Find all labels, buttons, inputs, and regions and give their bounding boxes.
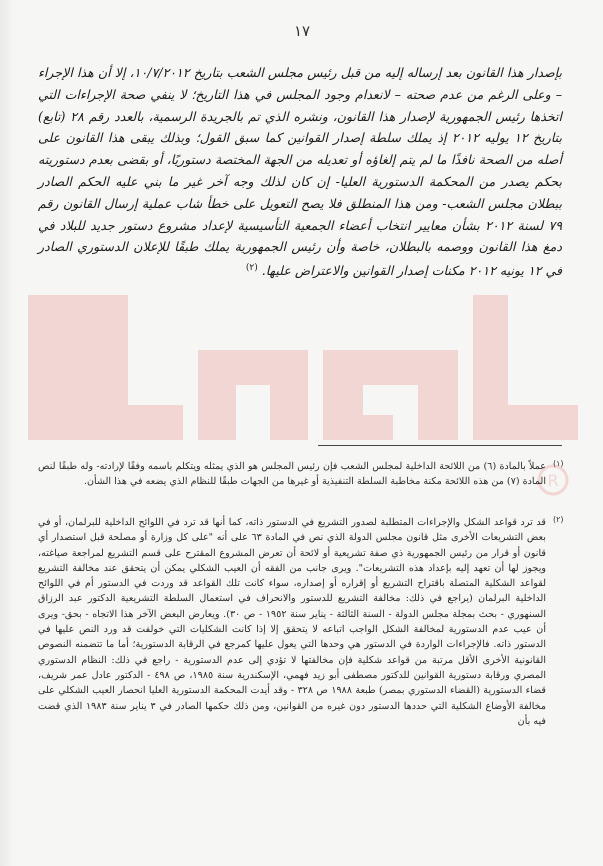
main-paragraph [38,62,562,282]
footnote-separator [318,445,562,446]
footnote-1: عملاً بالمادة (٦) من اللائحة الداخلية لمجلس الشعب فإن رئيس المجلس هو الذي يمثله ويتكلم باسمه وفقًا لإرادته- وله طبقًا لنص المادة (٧) من هذه اللائحة مكنة مخاطبة السلطة التنفيذية أو غيرها من الجهات طبقًا للنظام الذي يضعه في هذا الشأن. [38,461,547,488]
footnote-1-marker: (١) [553,459,564,468]
footnote-2: قد ترد قواعد الشكل والإجراءات المتطلبة لصدور التشريع في الدستور ذاته، كما أنها قد ترد في اللوائح الداخلية للبرلمان، أو في بعض التشريعات الأخرى مثل قانون مجلس الدولة الذي نص في المادة ٦٣ على أنه "على كل وزارة أو مصلحة قبل استصدار أي قانون أو قرار من رئيس الجمهورية ذي صفة تشريعية أو لائحة أن تعرض المشروع المقترح على قسم التشريع لمراجعة صياغته، ويجوز لها أن تعهد إليه بإعداد هذه التشريعات". ويرى جانب من الفقه أن العيب الشكلي يمكن أن يتحقق عند مخالفة التشريع لقواعد الشكلية المتصلة باقتراح التشريع أو إقراره أو إصداره، سواء كانت تلك القواعد قد وردت في الدستور أم في اللوائح الداخلية البرلمان (يراجع في ذلك: مخالفة التشريع للدستور والانحراف في استعمال السلطة التشريعية الدكتور عبد الرزاق السنهوري - بحث بمجلة مجلس الدولة - السنة الثالثة - يناير سنة ١٩٥٢ - ص ٣٠). ويعارض البعض الآخر هذا الاتجاه - بحق- ويرى أن عيب عدم الدستورية لمخالفة الشكل الواجب اتباعه لا يتحقق إلا إذا كانت الشكليات التي خولفت قد ورد النص عليها في الدستور ذاته. فالإجراءات الواردة في الدستور هي وحدها التي يعول عليها كمرجع في الرقابة الدستورية؛ أما ما تتضمنه النصوص القانونية الأخرى الأقل مرتبة من قواعد شكلية فإن مخالفتها لا تؤدي إلى عدم الدستورية - راجع في ذلك: النظام الدستوري المصري ورقابة دستورية القوانين للدكتور مصطفى أبو زيد فهمي، الإسكندرية سنة ١٩٨٥، ص ٤٩٨ - الدكتور عادل عمر شريف، قضاء الدستورية (القضاء الدستوري بمصر) طبعة ١٩٨٨ ص ٣٢٨ - وقد أيدت المحكمة الدستورية العليا انحصار العيب الشكلي على مخالفة الأوضاع الشكلية التي حددها الدستور دون غيره من القوانين، ومن ذلك حكمها الصادر في ٣ يناير سنة ١٩٨٣ الذي قضت فيه بأن [38,517,546,727]
page-number: ١٧ [293,22,311,40]
footnote-reference-2: (٢) [245,263,258,274]
svg-text:R: R [547,471,559,490]
footnote-2-marker: (٢) [553,515,564,524]
main-paragraph-text: بإصدار هذا القانون بعد إرساله إليه من قبل رئيس مجلس الشعب بتاريخ ١٠/٧/٢٠١٢، إلا أن هذا الإجراء – وعلى الرغم من عدم صحته – لانعدام وجود المجلس في هذا التاريخ؛ لا ينفي صحة الإجراءات التي اتخذها رئيس الجمهورية لإصدار هذا القانون، ونشره الذي تم بالجريدة الرسمية، بالعدد رقم ٢٨ (تابع) بتاريخ ١٢ يوليه ٢٠١٢ إذ يملك سلطة إصدار القوانين كما سبق القول؛ وبذلك يبقى هذا القانون على أصله من الصحة نافذًا ما لم يتم إلغاؤه أو تعديله من الجهة المختصة دستوريًا، أو بقضى بعدم دستوريته بحكم يصدر من المحكمة الدستورية العليا- إن كان لذلك وجه آخر غير ما بني عليه الحكم الصادر ببطلان مجلس الشعب- ومن هذا المنطلق فلا يصح التعويل على خطأ شاب عملية إرسال القانون رقم ٧٩ لسنة ٢٠١٢ بشأن معايير انتخاب أعضاء الجمعية التأسيسية لإعداد مشروع دستور جديد للبلاد في دمغ هذا القانون ووصمه بالبطلان، خاصة وأن رئيس الجمهورية يملك طبقًا للإعلان الدستوري الصادر في ١٢ يونيه ٢٠١٢ مكنات إصدار القوانين والاعتراض عليها. [38,65,562,279]
